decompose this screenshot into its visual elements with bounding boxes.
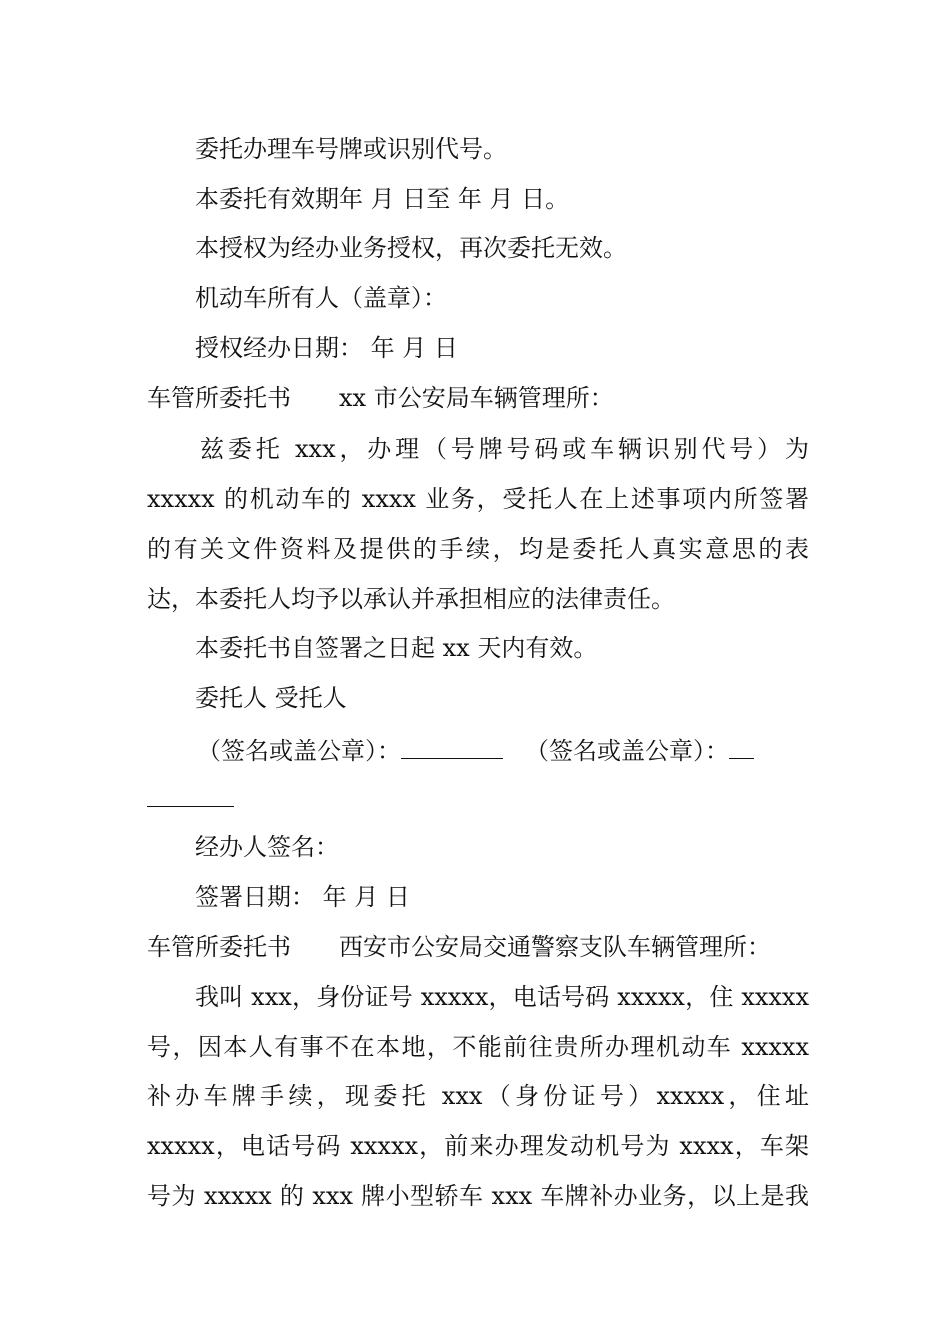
section2-para-line-2: xxxxx 的机动车的 xxxx 业务，受托人在上述事项内所签署 (147, 485, 809, 513)
vehicle-owner-seal-line: 机动车所有人（盖章）： (195, 284, 447, 312)
section3-para-line-3: 补办车牌手续，现委托 xxx（身份证号）xxxxx，住址 (147, 1082, 809, 1110)
authorization-date-line: 授权经办日期： 年 月 日 (195, 334, 458, 362)
section3-para-line-1: 我叫 xxx，身份证号 xxxxx，电话号码 xxxxx，住 xxxxx (195, 983, 809, 1011)
authorization-scope-line: 本授权为经办业务授权，再次委托无效。 (195, 234, 627, 262)
section2-para-line-4: 达，本委托人均予以承认并承担相应的法律责任。 (147, 585, 675, 613)
section3-addressee: 西安市公安局交通警察支队车辆管理所： (339, 933, 771, 961)
signature-blank-trustee (729, 736, 754, 759)
validity-period-line: 本委托有效期年 月 日至 年 月 日。 (195, 185, 570, 213)
section2-title: 车管所委托书 (147, 384, 291, 412)
entrust-plate-line: 委托办理车号牌或识别代号。 (195, 135, 507, 163)
section2-para-line-1: 兹委托 xxx，办理（号牌号码或车辆识别代号）为 (200, 435, 809, 463)
validity-days-line: 本委托书自签署之日起 xx 天内有效。 (195, 634, 598, 662)
parties-line: 委托人 受托人 (195, 684, 347, 712)
section2-heading (147, 386, 614, 410)
signing-date-line: 签署日期： 年 月 日 (195, 883, 410, 911)
handler-signature-line: 经办人签名： (195, 833, 339, 861)
section2-para-line-3: 的有关文件资料及提供的手续，均是委托人真实意思的表 (147, 535, 809, 563)
section3-title: 车管所委托书 (147, 933, 291, 961)
signature-blank-entrustor (401, 736, 503, 759)
section3-para-line-5: 号为 xxxxx 的 xxx 牌小型轿车 xxx 车牌补办业务，以上是我 (147, 1182, 809, 1210)
section3-heading (147, 935, 771, 959)
signature-line (197, 736, 754, 763)
signature-blank-continuation (147, 806, 234, 807)
section2-addressee: xx 市公安局车辆管理所： (339, 384, 614, 412)
signature-label-entrustor: （签名或盖公章）： (197, 737, 401, 765)
signature-label-trustee: （签名或盖公章）： (525, 737, 729, 765)
section3-para-line-4: xxxxx，电话号码 xxxxx，前来办理发动机号为 xxxx，车架 (147, 1132, 809, 1160)
section3-para-line-2: 号，因本人有事不在本地，不能前往贵所办理机动车 xxxxx (147, 1033, 809, 1061)
